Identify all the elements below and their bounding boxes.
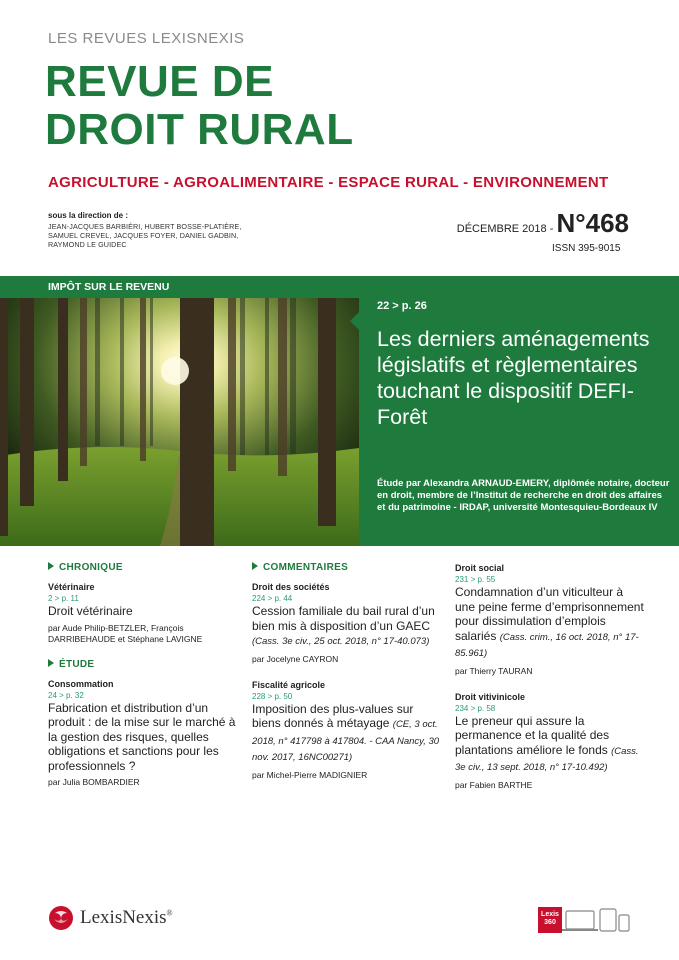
column-chronique-etude: [48, 562, 238, 802]
publisher-name: [80, 907, 173, 929]
item-citation: (CE, 3 oct. 2018, n° 417798 à 417804. - CAA Nancy, 30 nov. 2017, 16NC00271): [252, 719, 440, 763]
issn: ISSN 395-9015: [552, 243, 621, 254]
issue-number: N°468: [556, 208, 629, 238]
list-item: [48, 581, 238, 645]
item-ref: 224 > p. 44: [252, 594, 293, 603]
section-heading-label: CHRONIQUE: [59, 562, 123, 573]
issue-separator: -: [546, 223, 557, 235]
item-authors: par Fabien BARTHE: [455, 779, 533, 790]
item-ref: 24 > p. 32: [48, 690, 84, 700]
item-authors: par Michel-Pierre MADIGNIER: [252, 769, 368, 780]
forest-photo: [0, 276, 359, 546]
item-title: Fabrication et distribution d’un produit : de la mise sur le marché à la gestion des risques, quelles obligations et sanctions pour les professionnels ?: [48, 700, 236, 773]
list-item: [48, 678, 238, 789]
forest-illustration: [0, 276, 359, 546]
direction-label: sous la direction de :: [48, 211, 129, 220]
trademark-mark: ®: [166, 908, 173, 918]
series-name: LES REVUES LEXISNEXIS: [48, 30, 245, 47]
badge-line-2: 360: [544, 919, 556, 926]
triangle-icon: [48, 659, 54, 667]
journal-subtitle: AGRICULTURE - AGROALIMENTAIRE - ESPACE RURAL - ENVIRONNEMENT: [48, 174, 609, 191]
section-heading-chronique: [48, 562, 238, 573]
item-citation: (Cass. crim., 16 oct. 2018, n° 17-85.961): [455, 631, 639, 659]
triangle-icon: [48, 562, 54, 570]
item-citation: (Cass. 3e civ., 13 sept. 2018, n° 17-10.492): [455, 745, 639, 773]
item-category: Fiscalité agricole: [252, 679, 326, 690]
feature-byline: Étude par Alexandra ARNAUD-EMERY, diplômée notaire, docteur en droit, membre de l’Institut de recherche en droit des affaires et du patrimoine - IRDAP, université Montesquieu-Bordeaux IV: [377, 478, 670, 513]
devices-icon: [562, 907, 632, 933]
item-authors: par Thierry TAURAN: [455, 665, 533, 676]
item-title: [455, 714, 645, 776]
item-title-text: Condamnation d’un viticulteur à une peine ferme d’emprisonnement pour dissimulation d’emplois salariés: [455, 585, 644, 643]
item-title: [455, 585, 645, 662]
panel-notch: [350, 312, 359, 330]
item-category: Droit social: [455, 563, 505, 573]
issue-date: DÉCEMBRE 2018: [456, 223, 547, 235]
issue-info: [457, 208, 629, 239]
directors-line-2: SAMUEL CREVEL, JACQUES FOYER, DANIEL GADBIN,: [48, 231, 239, 240]
item-authors: par Jocelyne CAYRON: [252, 653, 339, 664]
item-category: Vétérinaire: [48, 582, 95, 592]
topic-tag: IMPÔT SUR LE REVENU: [0, 276, 359, 298]
directors-line-3: RAYMOND LE GUIDEC: [48, 240, 127, 249]
column-right: [455, 562, 645, 805]
list-item: [455, 562, 645, 677]
item-ref: 2 > p. 11: [48, 594, 79, 603]
feature-ref: 22 > p. 26: [377, 300, 427, 312]
item-authors: par Julia BOMBARDIER: [48, 777, 140, 787]
title-line-2: DROIT RURAL: [45, 105, 354, 154]
section-heading-label: ÉTUDE: [59, 658, 95, 670]
publisher-logo: [48, 905, 173, 931]
lexisnexis-logo-icon: [48, 905, 74, 931]
item-category: Consommation: [48, 678, 114, 689]
feature-title: Les derniers aménagements législatifs et règlementaires touchant le dispositif DEFI-Forêt: [377, 327, 650, 429]
directors-list: [48, 222, 248, 249]
feature-panel: [359, 276, 679, 546]
publisher-name-text: LexisNexis: [80, 907, 167, 928]
item-ref: 234 > p. 58: [455, 703, 496, 713]
list-item: [252, 581, 442, 665]
item-ref: 231 > p. 55: [455, 575, 496, 584]
lexis360-apps: [538, 907, 632, 933]
triangle-icon: [252, 562, 258, 570]
journal-title: [45, 58, 354, 154]
lexis360-badge: [538, 907, 562, 933]
title-line-1: REVUE DE: [45, 57, 274, 106]
item-authors: par Aude Philip-BETZLER, François DARRIBEHAUDE et Stéphane LAVIGNE: [48, 622, 203, 644]
item-title: [252, 604, 442, 650]
item-title-text: Imposition des plus-values sur biens donnés à métayage: [252, 701, 414, 730]
section-heading-commentaires: [252, 562, 442, 573]
badge-line-1: Lexis: [541, 911, 559, 918]
item-category: Droit des sociétés: [252, 582, 330, 592]
item-title: Droit vétérinaire: [48, 604, 133, 618]
item-citation: (Cass. 3e civ., 25 oct. 2018, n° 17-40.073): [252, 636, 430, 647]
item-title-text: Le preneur qui assure la permanence et la qualité des plantations améliore le fonds: [455, 713, 610, 757]
item-ref: 228 > p. 50: [252, 691, 293, 701]
section-heading-etude: [48, 659, 238, 670]
item-title: [252, 702, 442, 766]
section-heading-label: COMMENTAIRES: [263, 562, 349, 573]
column-commentaires: [252, 562, 442, 795]
item-title-text: Cession familiale du bail rural d’un bien mis à disposition d’un GAEC: [252, 604, 435, 633]
directors-line-1: JEAN-JACQUES BARBIÉRI, HUBERT BOSSE-PLATIÈRE,: [48, 222, 242, 231]
cover-feature: [0, 276, 679, 546]
list-item: [252, 679, 442, 781]
list-item: [455, 691, 645, 791]
item-category: Droit vitivinicole: [455, 691, 526, 702]
